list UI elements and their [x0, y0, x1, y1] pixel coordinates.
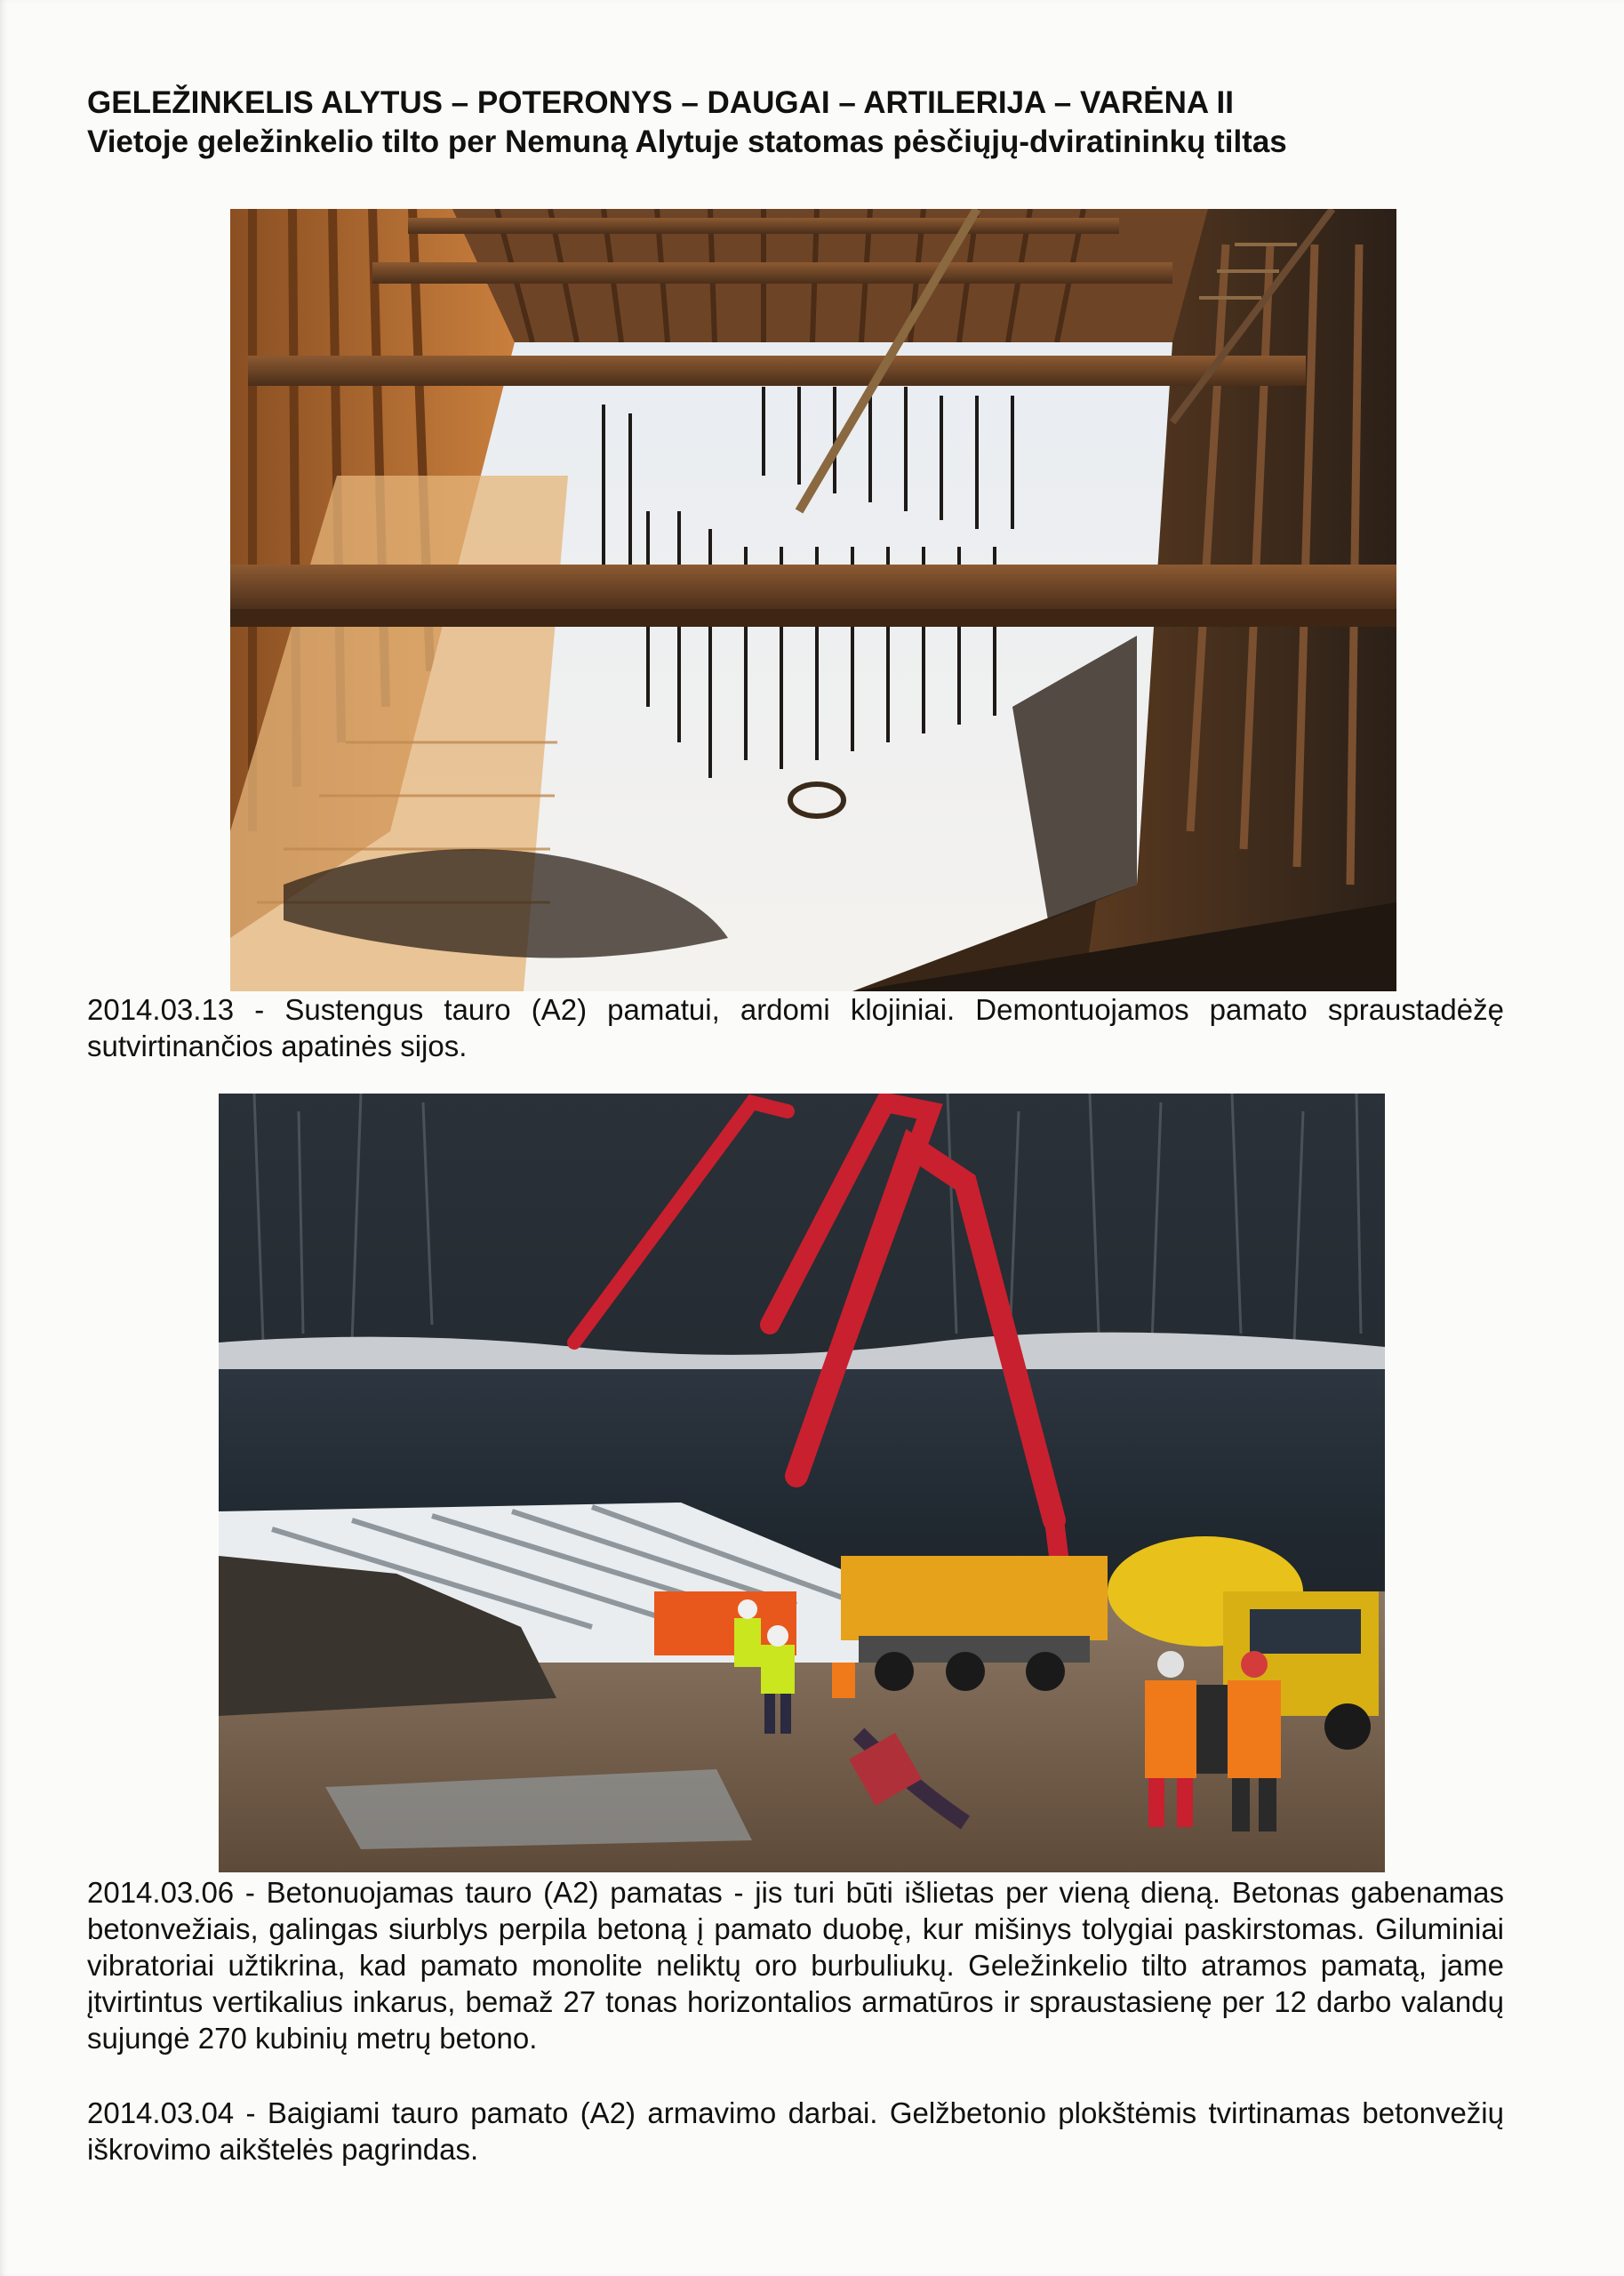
concrete-pouring-illustration	[219, 1094, 1385, 1872]
caption-2014-03-06: 2014.03.06 - Betonuojamas tauro (A2) pamatas - jis turi būti išlietas per vieną dieną. Betonas gabenamas betonvežiais, galingas siurblys perpila betoną į pamato duobę, kur mišinys tolygiai paskirstomas. Giluminiai vibratoriai užtikrina, kad pamato monolite neliktų oro burbuliukų. Geležinkelio tilto atramos pamatą, jame įtvirtintus vertikalius inkarus, bemaž 27 tonas horizontalios armatūros ir spraustasienę per 12 darbo valandų sujungė 270 kubinių metrų betono.	[87, 1876, 1504, 2055]
photo-concrete-pouring	[219, 1094, 1385, 1872]
caption-2014-03-04: 2014.03.04 - Baigiami tauro pamato (A2) armavimo darbai. Gelžbetonio plokštėmis tvirtinamas betonvežių iškrovimo aikštelės pagrindas.	[87, 2096, 1504, 2166]
document-title: GELEŽINKELIS ALYTUS – POTERONYS – DAUGAI – ARTILERIJA – VARĖNA II	[87, 85, 1235, 120]
photo-foundation-pit	[230, 209, 1396, 991]
foundation-pit-illustration	[230, 209, 1396, 991]
caption-2014-03-13: 2014.03.13 - Sustengus tauro (A2) pamatui, ardomi klojiniai. Demontuojamos pamato spraustadėžę sutvirtinančios apatinės sijos.	[87, 993, 1504, 1062]
document-subtitle: Vietoje geležinkelio tilto per Nemuną Alytuje statomas pėsčiųjų-dviratininkų tiltas	[87, 124, 1287, 159]
